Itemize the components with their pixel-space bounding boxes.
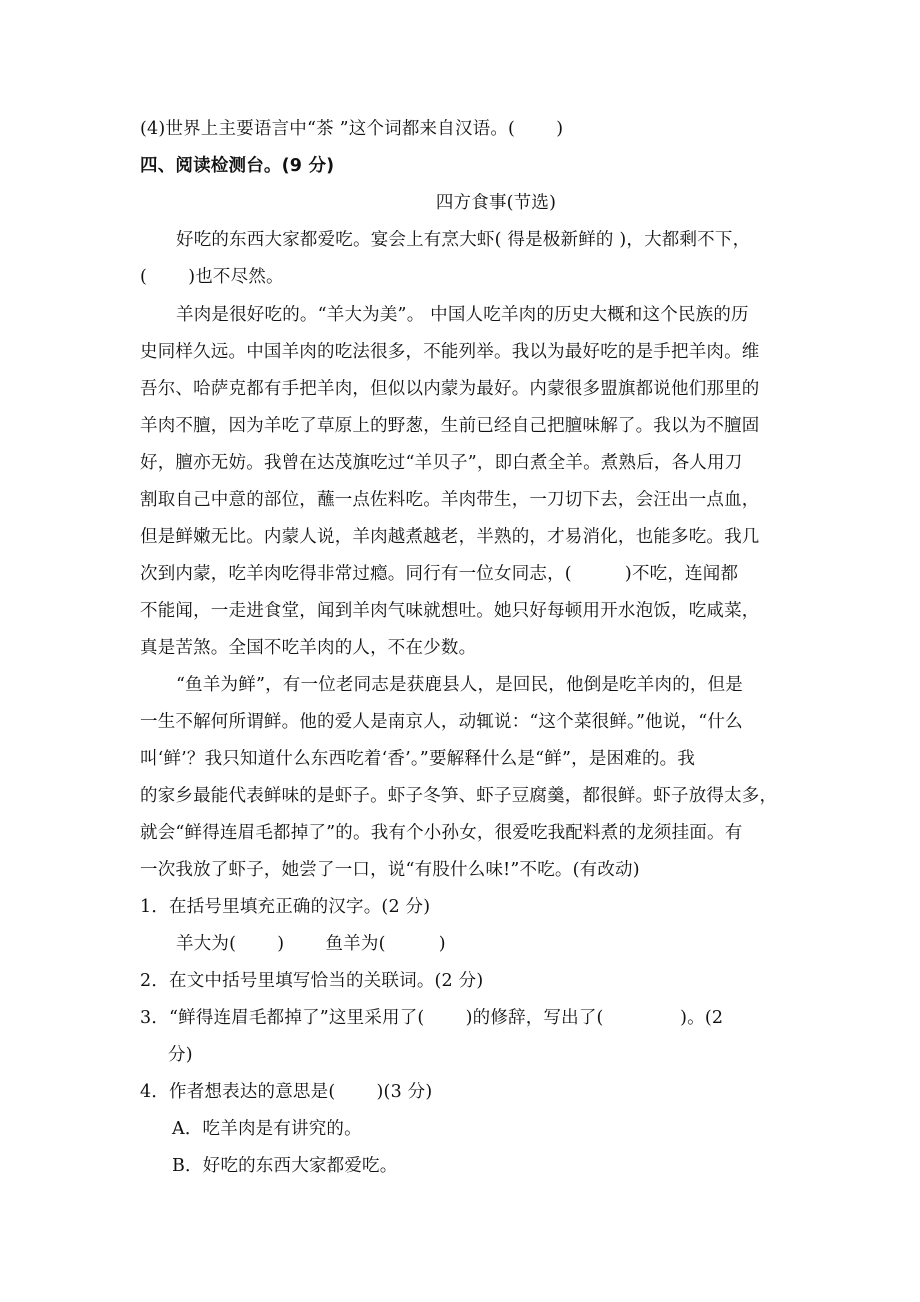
question-3: 3．“鲜得连眉毛都掉了”这里采用了( )的修辞，写出了( )。(2 [140,1008,724,1028]
question-4: 4．作者想表达的意思是( )(3 分) [140,1082,433,1102]
option-a: A．吃羊肉是有讲究的。 [172,1119,362,1139]
passage-line: 吾尔、哈萨克都有手把羊肉，但似以内蒙为最好。内蒙很多盟旗都说他们那里的 [140,379,760,399]
passage-line: 一生不解何所谓鲜。他的爱人是南京人，动辄说：“这个菜很鲜。”他说，“什么 [140,712,743,732]
passage-line: 次到内蒙，吃羊肉吃得非常过瘾。同行有一位女同志，( )不吃，连闻都 [140,564,739,584]
passage-line: 割取自己中意的部位，蘸一点佐料吃。羊肉带生，一刀切下去，会汪出一点血， [140,490,760,510]
passage-title: 四方食事(节选) [435,193,557,213]
passage-line: ( )也不尽然。 [140,267,284,287]
passage-line: 一次我放了虾子，她尝了一口，说“有股什么味!”不吃。(有改动) [140,860,640,880]
section-heading: 四、阅读检测台。(9 分) [140,156,335,176]
passage-line: 真是苦煞。全国不吃羊肉的人，不在少数。 [140,638,477,658]
passage-line: 好吃的东西大家都爱吃。宴会上有烹大虾( 得是极新鲜的 )，大都剩不下， [176,230,751,250]
passage-line: 史同样久远。中国羊肉的吃法很多，不能列举。我以为最好吃的是手把羊肉。维 [140,342,760,362]
passage-line: 但是鲜嫩无比。内蒙人说，羊肉越煮越老，半熟的，才易消化，也能多吃。我几 [140,527,760,547]
option-b: B．好吃的东西大家都爱吃。 [172,1156,398,1176]
question-3-cont: 分) [168,1045,193,1065]
passage-line: 不能闻，一走进食堂，闻到羊肉气味就想吐。她只好每顿用开水泡饭，吃咸菜， [140,601,760,621]
passage-line: 叫‘鲜’？我只知道什么东西吃着‘香’。”要解释什么是“鲜”，是困难的。我 [140,749,696,769]
question-1: 1．在括号里填充正确的汉字。(2 分) [140,897,431,917]
question-1-blanks: 羊大为( ) 鱼羊为( ) [176,934,446,954]
passage-line: 就会“鲜得连眉毛都掉了”的。我有个小孙女，很爱吃我配料煮的龙须挂面。有 [140,823,743,843]
passage-line: “鱼羊为鲜”，有一位老同志是获鹿县人，是回民，他倒是吃羊肉的，但是 [176,675,743,695]
question-2: 2．在文中括号里填写恰当的关联词。(2 分) [140,971,484,991]
passage-line: 羊肉不膻，因为羊吃了草原上的野葱，生前已经自己把膻味解了。我以为不膻固 [140,416,760,436]
passage-line: 羊肉是很好吃的。“羊大为美”。 中国人吃羊肉的历史大概和这个民族的历 [176,305,749,325]
prev-question: (4)世界上主要语言中“茶 ”这个词都来自汉语。( ) [140,119,564,139]
passage-line: 的家乡最能代表鲜味的是虾子。虾子冬笋、虾子豆腐羹，都很鲜。虾子放得太多， [140,786,778,806]
passage-line: 好，膻亦无妨。我曾在达茂旗吃过“羊贝子”，即白煮全羊。煮熟后，各人用刀 [140,453,743,473]
